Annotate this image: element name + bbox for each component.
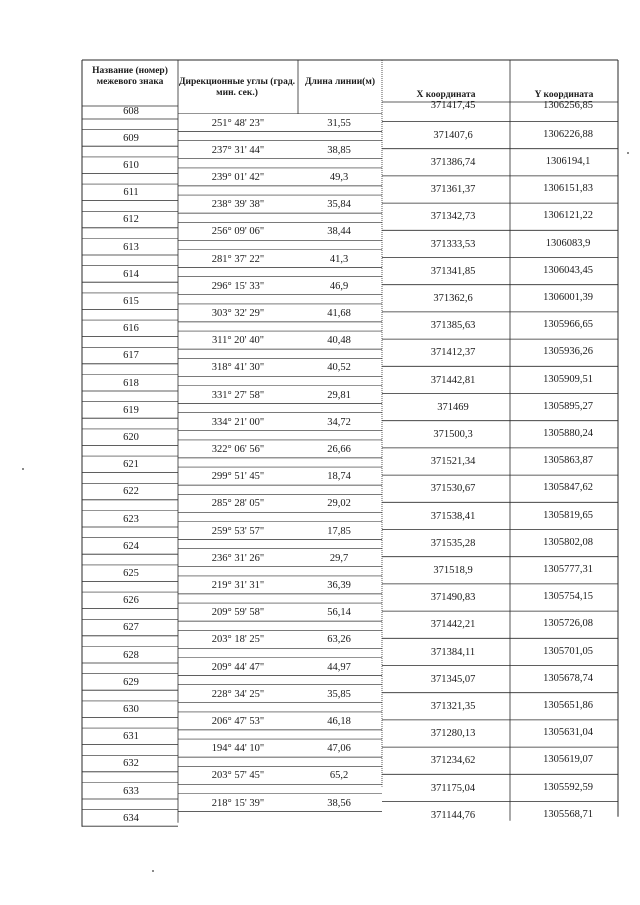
direction-angle: 203° 18' 25" <box>211 634 265 646</box>
direction-angle: 296° 15' 33" <box>211 280 265 292</box>
x-coordinate: 371442,21 <box>430 619 476 631</box>
point-name: 634 <box>123 812 139 824</box>
x-coordinate: 371535,28 <box>430 537 476 549</box>
point-name: 612 <box>123 214 139 226</box>
point-name: 630 <box>123 703 139 715</box>
point-name: 620 <box>123 431 139 443</box>
header-x: X координата <box>416 90 476 100</box>
x-coordinate: 371469 <box>437 401 469 413</box>
y-coordinate: 1305678,74 <box>543 672 593 684</box>
direction-angle: 209° 44' 47" <box>211 661 265 673</box>
point-name: 633 <box>123 785 139 797</box>
direction-angle: 218° 15' 39" <box>211 797 265 809</box>
x-coordinate: 371407,6 <box>433 129 473 141</box>
x-coordinate: 371384,11 <box>430 646 476 658</box>
direction-angle: 299° 51' 45" <box>211 471 265 483</box>
line-length: 47,06 <box>327 743 351 755</box>
x-coordinate: 371361,37 <box>430 184 476 196</box>
direction-angle: 251° 48' 23" <box>211 117 265 129</box>
point-name: 614 <box>123 268 139 280</box>
y-coordinate: 1305966,65 <box>543 319 593 331</box>
direction-angle: 239° 01' 42" <box>211 171 265 183</box>
direction-angle: 318° 41' 30" <box>211 362 265 374</box>
y-coordinate: 1305777,31 <box>543 563 593 575</box>
line-length: 44,97 <box>327 661 351 673</box>
y-coordinate: 1306226,88 <box>543 128 593 140</box>
line-length: 49,3 <box>329 171 349 183</box>
direction-angle: 238° 39' 38" <box>211 199 265 211</box>
point-name: 627 <box>123 622 139 634</box>
header-y: Y координата <box>534 90 594 100</box>
x-coordinate: 371321,35 <box>430 700 476 712</box>
x-coordinate: 371280,13 <box>430 728 476 740</box>
y-coordinate: 1305895,27 <box>543 400 593 412</box>
point-name: 632 <box>123 758 139 770</box>
direction-angle: 259° 53' 57" <box>211 525 265 537</box>
line-length: 17,85 <box>327 525 351 537</box>
direction-angle: 209° 59' 58" <box>211 607 265 619</box>
line-length: 41,68 <box>327 307 351 319</box>
header-name: Название (номер) межевого знака <box>92 66 168 87</box>
x-coordinate: 371538,41 <box>430 510 476 522</box>
line-length: 29,02 <box>327 498 351 510</box>
line-length: 18,74 <box>327 471 351 483</box>
line-length: 40,48 <box>327 335 351 347</box>
line-length: 26,66 <box>327 443 351 455</box>
direction-angle: 311° 20' 40" <box>212 335 264 347</box>
x-coordinate: 371342,73 <box>430 211 476 223</box>
y-coordinate: 1305880,24 <box>543 427 593 439</box>
x-coordinate: 371175,04 <box>430 782 476 794</box>
line-length: 38,85 <box>327 144 351 156</box>
x-coordinate: 371333,53 <box>430 238 476 250</box>
direction-angle: 237° 31' 44" <box>211 144 265 156</box>
y-coordinate: 1305863,87 <box>543 455 593 467</box>
header-length: Длина линии(м) <box>305 77 375 87</box>
x-coordinate: 371144,76 <box>430 809 476 821</box>
line-length: 41,3 <box>329 253 349 265</box>
point-name: 629 <box>123 676 139 688</box>
point-name: 616 <box>123 323 139 335</box>
x-coordinate: 371341,85 <box>430 265 476 277</box>
x-coordinate: 371412,37 <box>430 347 476 359</box>
point-name: 619 <box>123 404 139 416</box>
scan-speck <box>22 468 24 470</box>
scan-speck <box>152 870 154 872</box>
direction-angle: 281° 37' 22" <box>211 253 265 265</box>
x-coordinate: 371500,3 <box>433 428 473 440</box>
line-length: 56,14 <box>327 607 351 619</box>
line-length: 29,81 <box>327 389 351 401</box>
y-coordinate: 1305619,07 <box>543 754 593 766</box>
direction-angle: 206° 47' 53" <box>211 715 265 727</box>
line-length: 35,84 <box>327 199 351 211</box>
y-coordinate: 1305631,04 <box>543 727 593 739</box>
line-length: 35,85 <box>327 688 351 700</box>
direction-angle: 322° 06' 56" <box>211 443 265 455</box>
y-coordinate: 1306256,85 <box>543 99 593 111</box>
direction-angle: 203° 57' 45" <box>211 770 265 782</box>
direction-angle: 219° 31' 31" <box>211 579 265 591</box>
line-length: 36,39 <box>327 579 351 591</box>
point-name: 610 <box>123 159 139 171</box>
header-angle: Дирекционные углы (град. мин. сек.) <box>178 77 296 98</box>
direction-angle: 334° 21' 00" <box>211 416 265 428</box>
line-length: 38,44 <box>327 226 351 238</box>
y-coordinate: 1306043,45 <box>543 264 593 276</box>
point-name: 628 <box>123 649 139 661</box>
point-name: 631 <box>123 731 139 743</box>
line-length: 63,26 <box>327 634 351 646</box>
y-coordinate: 1306083,9 <box>545 237 591 249</box>
scan-speck <box>627 152 629 154</box>
line-length: 65,2 <box>329 770 349 782</box>
y-coordinate: 1306194,1 <box>545 155 591 167</box>
y-coordinate: 1306151,83 <box>543 183 593 195</box>
point-name: 624 <box>123 540 139 552</box>
y-coordinate: 1305847,62 <box>543 482 593 494</box>
direction-angle: 285° 28' 05" <box>211 498 265 510</box>
point-name: 618 <box>123 377 139 389</box>
direction-angle: 228° 34' 25" <box>211 688 265 700</box>
y-coordinate: 1305568,71 <box>543 808 593 820</box>
point-name: 621 <box>123 459 139 471</box>
point-name: 626 <box>123 595 139 607</box>
x-coordinate: 371345,07 <box>430 673 476 685</box>
y-coordinate: 1305726,08 <box>543 618 593 630</box>
point-name: 617 <box>123 350 139 362</box>
x-coordinate: 371442,81 <box>430 374 476 386</box>
line-length: 29,7 <box>329 552 349 564</box>
x-coordinate: 371518,9 <box>433 564 473 576</box>
point-name: 625 <box>123 567 139 579</box>
x-coordinate: 371490,83 <box>430 592 476 604</box>
line-length: 38,56 <box>327 797 351 809</box>
y-coordinate: 1306001,39 <box>543 291 593 303</box>
direction-angle: 303° 32' 29" <box>211 307 265 319</box>
point-name: 615 <box>123 295 139 307</box>
direction-angle: 194° 44' 10" <box>211 743 265 755</box>
y-coordinate: 1305651,86 <box>543 699 593 711</box>
x-coordinate: 371417,45 <box>430 99 476 111</box>
y-coordinate: 1305819,65 <box>543 509 593 521</box>
y-coordinate: 1305909,51 <box>543 373 593 385</box>
y-coordinate: 1305802,08 <box>543 536 593 548</box>
point-name: 608 <box>123 105 139 117</box>
point-name: 613 <box>123 241 139 253</box>
direction-angle: 256° 09' 06" <box>211 226 265 238</box>
direction-angle: 236° 31' 26" <box>211 552 265 564</box>
point-name: 623 <box>123 513 139 525</box>
point-name: 609 <box>123 132 139 144</box>
x-coordinate: 371386,74 <box>430 156 476 168</box>
y-coordinate: 1305592,59 <box>543 781 593 793</box>
x-coordinate: 371385,63 <box>430 320 476 332</box>
line-length: 46,18 <box>327 715 351 727</box>
y-coordinate: 1305754,15 <box>543 591 593 603</box>
y-coordinate: 1306121,22 <box>543 210 593 222</box>
y-coordinate: 1305936,26 <box>543 346 593 358</box>
x-coordinate: 371234,62 <box>430 755 476 767</box>
x-coordinate: 371521,34 <box>430 456 476 468</box>
line-length: 46,9 <box>329 280 349 292</box>
direction-angle: 331° 27' 58" <box>211 389 265 401</box>
line-length: 40,52 <box>327 362 351 374</box>
point-name: 611 <box>123 187 139 199</box>
x-coordinate: 371362,6 <box>433 292 473 304</box>
line-length: 31,55 <box>327 117 351 129</box>
line-length: 34,72 <box>327 416 351 428</box>
x-coordinate: 371530,67 <box>430 483 476 495</box>
point-name: 622 <box>123 486 139 498</box>
y-coordinate: 1305701,05 <box>543 645 593 657</box>
